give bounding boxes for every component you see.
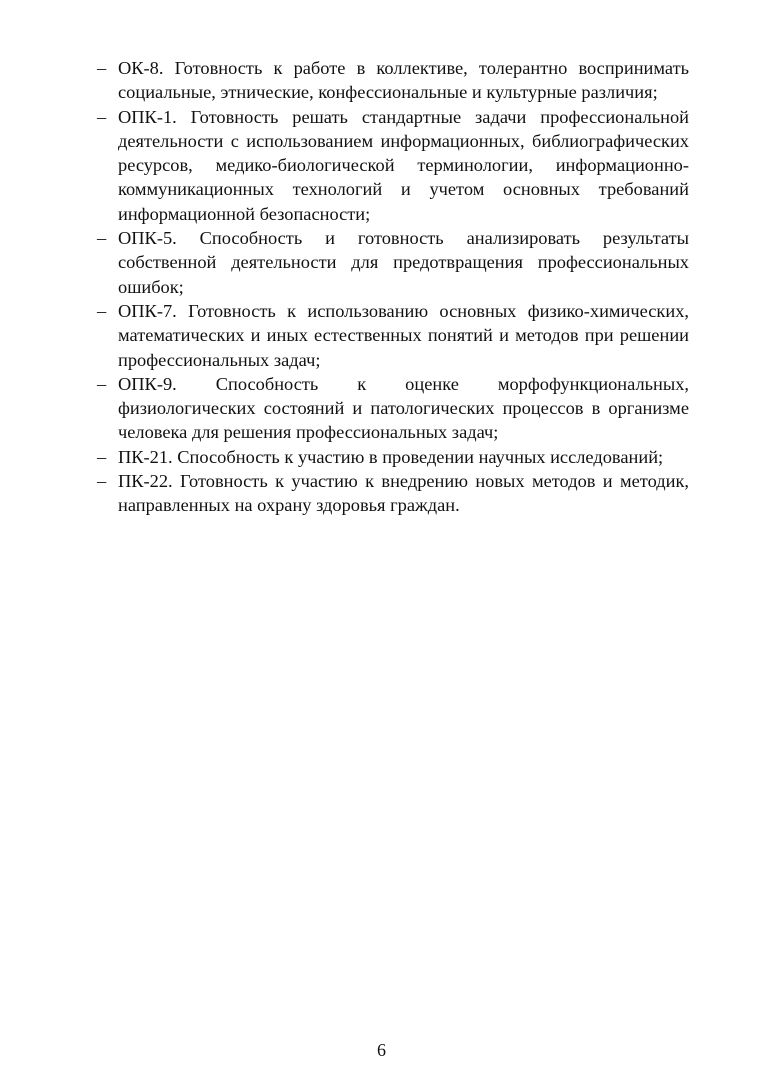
competency-item-ok-8 <box>97 56 689 105</box>
competency-text: ОК-8. Готовность к работе в коллективе, толерантно воспринимать социальные, этнические, конфессиональные и культурные различия; <box>118 58 689 103</box>
competency-item-pk-22 <box>97 469 689 518</box>
bullet-dash: – <box>97 300 107 321</box>
competency-list <box>97 56 689 518</box>
competency-item-pk-21 <box>97 445 689 469</box>
bullet-dash: – <box>97 446 107 467</box>
competency-item-opk-1 <box>97 105 689 226</box>
bullet-dash: – <box>97 471 107 492</box>
competency-text: ПК-21. Способность к участию в проведении научных исследований; <box>118 446 664 467</box>
page-number: 6 <box>377 1040 386 1060</box>
competency-item-opk-7 <box>97 299 689 372</box>
bullet-dash: – <box>97 106 107 127</box>
competency-text: ОПК-9. Способность к оценке морфофункциональных, физиологических состояний и патологических процессов в организме человека для решения профессиональных задач; <box>118 373 689 443</box>
bullet-dash: – <box>97 58 107 78</box>
competency-item-opk-5 <box>97 226 689 299</box>
competency-text: ОПК-1. Готовность решать стандартные задачи профессиональной деятельности с использованием информационных, библиографических ресурсов, медико-биологической терминологии, информационно-коммуникационных технологий и учетом основных требований информационной безопасности; <box>118 106 689 224</box>
competency-item-opk-9 <box>97 372 689 445</box>
bullet-dash: – <box>97 228 107 249</box>
competency-text: ПК-22. Готовность к участию к внедрению новых методов и методик, направленных на охрану здоровья граждан. <box>118 471 689 516</box>
bullet-dash: – <box>97 373 107 394</box>
competency-text: ОПК-5. Способность и готовность анализировать результаты собственной деятельности для предотвращения профессиональных ошибок; <box>118 228 689 297</box>
competency-text: ОПК-7. Готовность к использованию основных физико-химических, математических и иных естественных понятий и методов при решении профессиональных задач; <box>118 300 689 370</box>
